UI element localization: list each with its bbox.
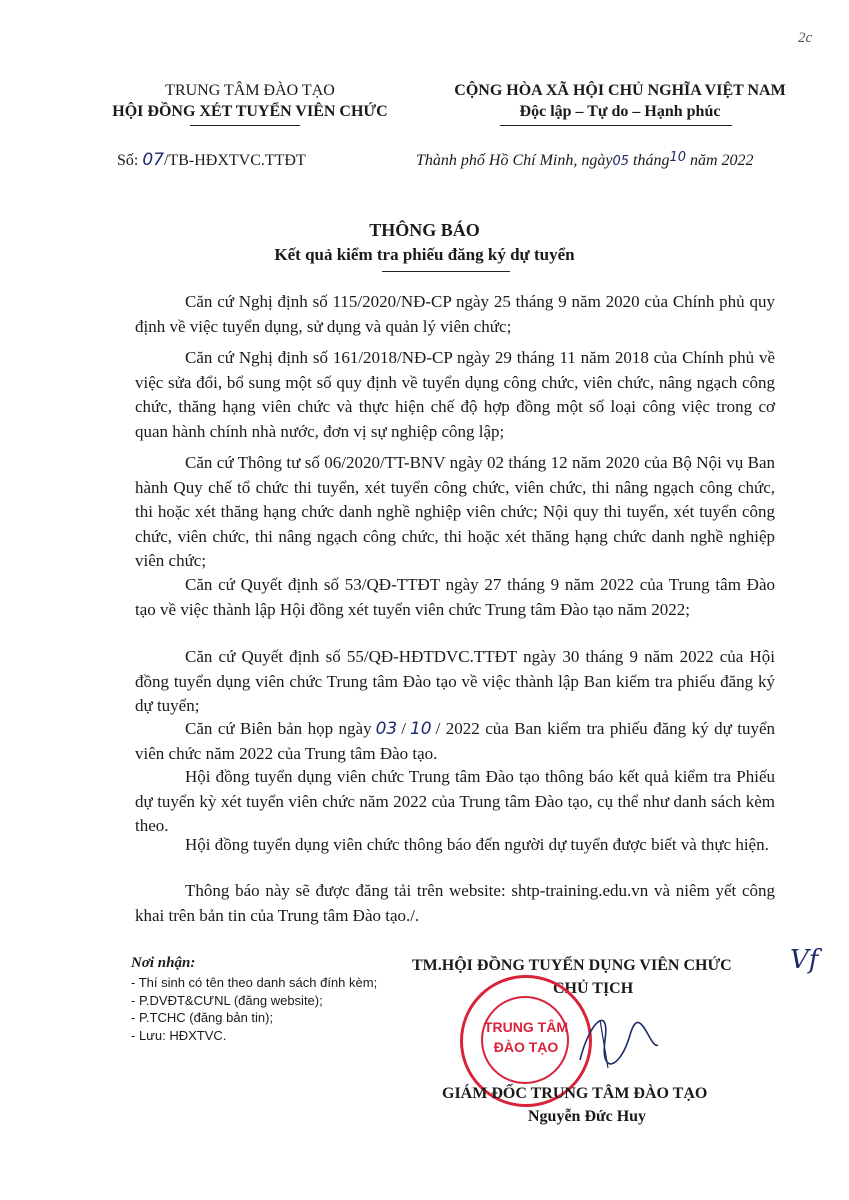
recipient-item: - Lưu: HĐXTVC. xyxy=(131,1027,227,1043)
meeting-day-handwritten: 03 xyxy=(375,719,398,739)
date-month-label: tháng xyxy=(633,152,670,169)
meeting-month-handwritten: 10 xyxy=(409,719,432,739)
document-number xyxy=(117,150,306,170)
number-handwritten: 07 xyxy=(142,150,164,170)
signature-org: TM.HỘI ĐỒNG TUYỂN DỤNG VIÊN CHỨC xyxy=(412,957,732,974)
paragraph-2: Căn cứ Nghị định số 161/2018/NĐ-CP ngày 29 tháng 11 năm 2018 của Chính phủ về việc sửa đổi, bổ sung một số quy định về tuyển dụng công chức, viên chức, nâng ngạch công chức, thăng hạng viên chức và thực hiện chế độ hợp đồng một số loại công việc trong cơ quan hành chính nhà nước, đơn vị sự nghiệp công lập; xyxy=(135,348,775,441)
paragraph-3: Căn cứ Thông tư số 06/2020/TT-BNV ngày 02 tháng 12 năm 2020 của Bộ Nội vụ Ban hành Quy chế tổ chức thi tuyển, xét tuyển công chức, viên chức, thi nâng ngạch công chức, thi hoặc xét thăng hạng chức danh nghề nghiệp viên chức; Nội quy thi tuyển, xét tuyển công chức, viên chức, thi nâng ngạch công chức, thi hoặc xét thăng hạng chức danh nghề nghiệp viên chức; xyxy=(135,453,775,570)
corner-mark: 2c xyxy=(798,30,813,46)
motto-underline xyxy=(500,125,732,126)
date-year: năm 2022 xyxy=(690,152,754,169)
paragraph-1: Căn cứ Nghị định số 115/2020/NĐ-CP ngày 25 tháng 9 năm 2020 của Chính phủ quy định về việc tuyển dụng, sử dụng và quản lý viên chức; xyxy=(135,292,775,336)
org-name: TRUNG TÂM ĐÀO TẠO xyxy=(165,82,335,99)
recipient-item: - P.DVĐT&CƯNL (đăng website); xyxy=(131,992,323,1008)
recipient-item: - P.TCHC (đăng bản tin); xyxy=(131,1010,274,1025)
signature-scribble xyxy=(570,1000,660,1075)
paragraph-8: Hội đồng tuyển dụng viên chức thông báo đến người dự tuyển được biết và thực hiện. xyxy=(185,835,769,854)
signature-role: CHỦ TỊCH xyxy=(553,980,634,997)
initials-mark: Vf xyxy=(790,945,819,975)
signer-title: GIÁM ĐỐC TRUNG TÂM ĐÀO TẠO xyxy=(442,1085,708,1102)
national-title: CỘNG HÒA XÃ HỘI CHỦ NGHĨA VIỆT NAM xyxy=(454,82,786,99)
signer-name: Nguyễn Đức Huy xyxy=(528,1108,647,1125)
number-suffix: /TB-HĐXTVC.TTĐT xyxy=(163,152,306,169)
paragraph-5: Căn cứ Quyết định số 55/QĐ-HĐTDVC.TTĐT ngày 30 tháng 9 năm 2022 của Hội đồng tuyển dụng viên chức Trung tâm Đào tạo về việc thành lập Ban kiểm tra phiếu đăng ký dự tuyển; xyxy=(135,647,775,715)
recipients-block xyxy=(131,955,377,1044)
date-prefix: Thành phố Hồ Chí Minh, ngày xyxy=(416,152,613,169)
paragraph-9: Thông báo này sẽ được đăng tải trên website: shtp-training.edu.vn và niêm yết công khai trên bản tin của Trung tâm Đào tạo./. xyxy=(135,881,775,925)
council-name: HỘI ĐỒNG XÉT TUYỂN VIÊN CHỨC xyxy=(112,103,388,120)
notice-subtitle: Kết quả kiểm tra phiếu đăng ký dự tuyển xyxy=(274,245,575,264)
notice-title: THÔNG BÁO xyxy=(369,220,480,240)
national-motto: Độc lập – Tự do – Hạnh phúc xyxy=(519,103,721,120)
stamp-line-2: ĐÀO TẠO xyxy=(493,1039,559,1055)
paragraph-4: Căn cứ Quyết định số 53/QĐ-TTĐT ngày 27 tháng 9 năm 2022 của Trung tâm Đào tạo về việc thành lập Hội đồng xét tuyển viên chức Trung tâm Đào tạo năm 2022; xyxy=(135,575,775,619)
date-day: 05 xyxy=(612,154,629,169)
org-block xyxy=(85,80,415,122)
date-month: 10 xyxy=(669,150,686,165)
paragraph-6: Căn cứ Biên bản họp ngày 03 / 10 / 2022 của Ban kiểm tra phiếu đăng ký dự tuyển viên chức năm 2022 của Trung tâm Đào tạo. xyxy=(135,719,776,763)
title-underline xyxy=(382,271,510,272)
paragraph-7: Hội đồng tuyển dụng viên chức Trung tâm Đào tạo thông báo kết quả kiểm tra Phiếu dự tuyển kỳ xét tuyển viên chức năm 2022 của Trung tâm Đào tạo, cụ thể như danh sách kèm theo. xyxy=(135,767,775,835)
document-date xyxy=(416,150,754,170)
number-prefix: Số: xyxy=(117,152,139,169)
recipients-heading: Nơi nhận: xyxy=(131,955,196,971)
org-underline xyxy=(190,125,300,126)
national-block xyxy=(420,80,820,122)
stamp-line-1: TRUNG TÂM xyxy=(484,1019,568,1035)
recipient-item: - Thí sinh có tên theo danh sách đính kèm; xyxy=(131,975,378,990)
